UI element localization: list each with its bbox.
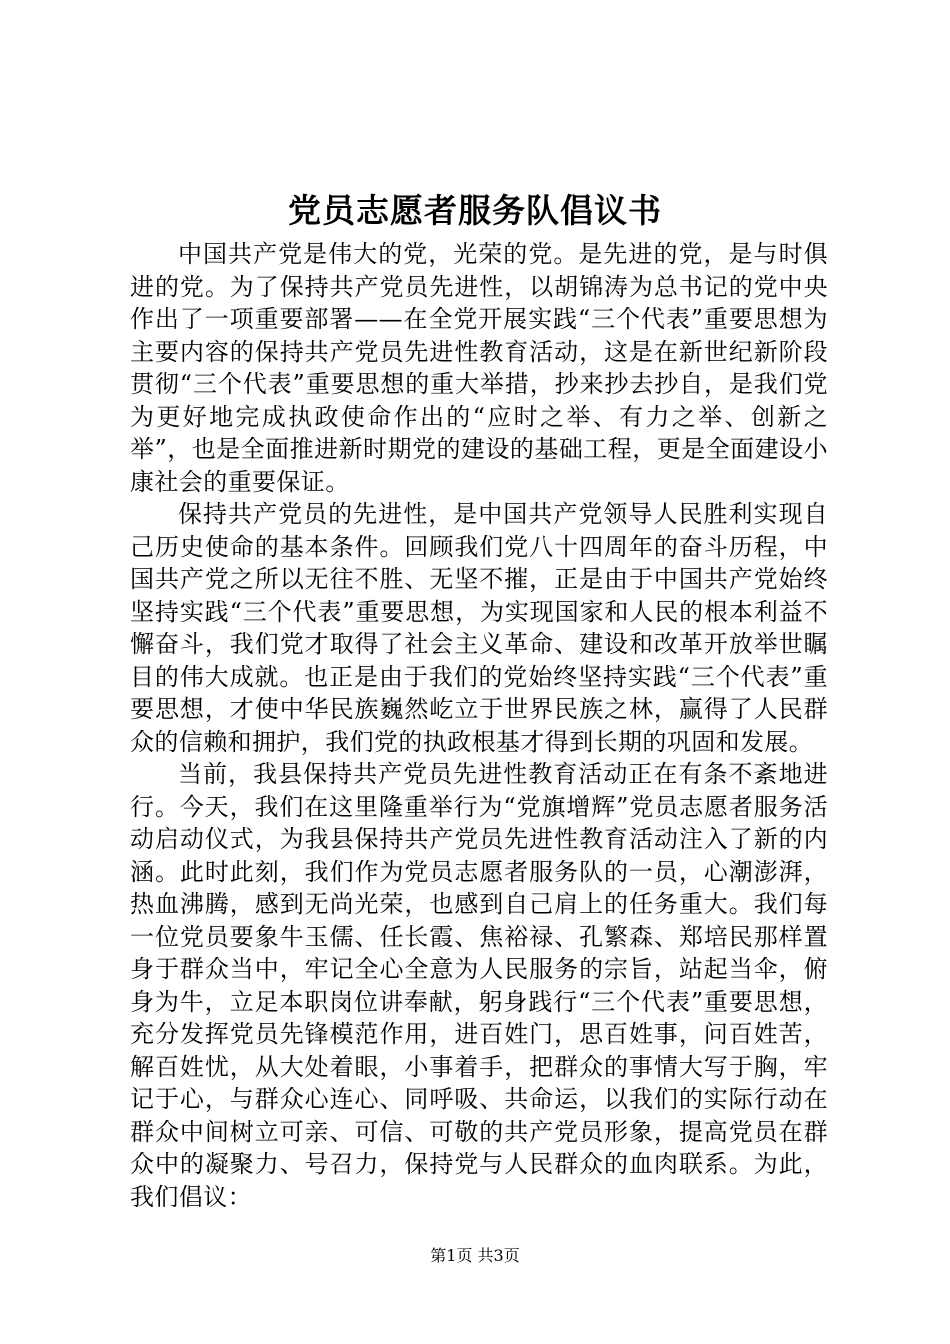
page-footer: 第1页 共3页 <box>430 1246 520 1265</box>
paragraph-1: 中国共产党是伟大的党，光荣的党。是先进的党，是与时俱进的党。为了保持共产党员先进性，以胡锦涛为总书记的党中央作出了一项重要部署——在全党开展实践“三个代表”重要思想为主要内容的保持共产党员先进性教育活动，这是在新世纪新阶段贯彻“三个代表”重要思想的重大举措，抄来抄去抄自，是我们党为更好地完成执政使命作出的“应时之举、有力之举、创新之举”，也是全面推进新时期党的建设的基础工程，更是全面建设小康社会的重要保证。 <box>130 240 828 496</box>
paragraph-2: 保持共产党员的先进性，是中国共产党领导人民胜利实现自己历史使命的基本条件。回顾我们党八十四周年的奋斗历程，中国共产党之所以无往不胜、无坚不摧，正是由于中国共产党始终坚持实践“三个代表”重要思想，为实现国家和人民的根本利益不懈奋斗，我们党才取得了社会主义革命、建设和改革开放举世瞩目的伟大成就。也正是由于我们的党始终坚持实践“三个代表”重要思想，才使中华民族巍然屹立于世界民族之林，赢得了人民群众的信赖和拥护，我们党的执政根基才得到长期的巩固和发展。 <box>130 500 828 756</box>
document-title: 党员志愿者服务队倡议书 <box>288 191 662 230</box>
paragraph-3: 当前，我县保持共产党员先进性教育活动正在有条不紊地进行。今天，我们在这里隆重举行为“党旗增辉”党员志愿者服务活动启动仪式，为我县保持共产党员先进性教育活动注入了新的内涵。此时此刻，我们作为党员志愿者服务队的一员，心潮澎湃，热血沸腾，感到无尚光荣，也感到自己肩上的任务重大。我们每一位党员要象牛玉儒、任长霞、焦裕禄、孔繁森、郑培民那样置身于群众当中，牢记全心全意为人民服务的宗旨，站起当伞，俯身为牛，立足本职岗位讲奉献，躬身践行“三个代表”重要思想，充分发挥党员先锋模范作用，进百姓门，思百姓事，问百姓苦，解百姓忧，从大处着眼，小事着手，把群众的事情大写于胸，牢记于心，与群众心连心、同呼吸、共命运，以我们的实际行动在群众中间树立可亲、可信、可敬的共产党员形象，提高党员在群众中的凝聚力、号召力，保持党与人民群众的血肉联系。为此，我们倡议： <box>130 760 828 1211</box>
document-body <box>130 238 828 1213</box>
